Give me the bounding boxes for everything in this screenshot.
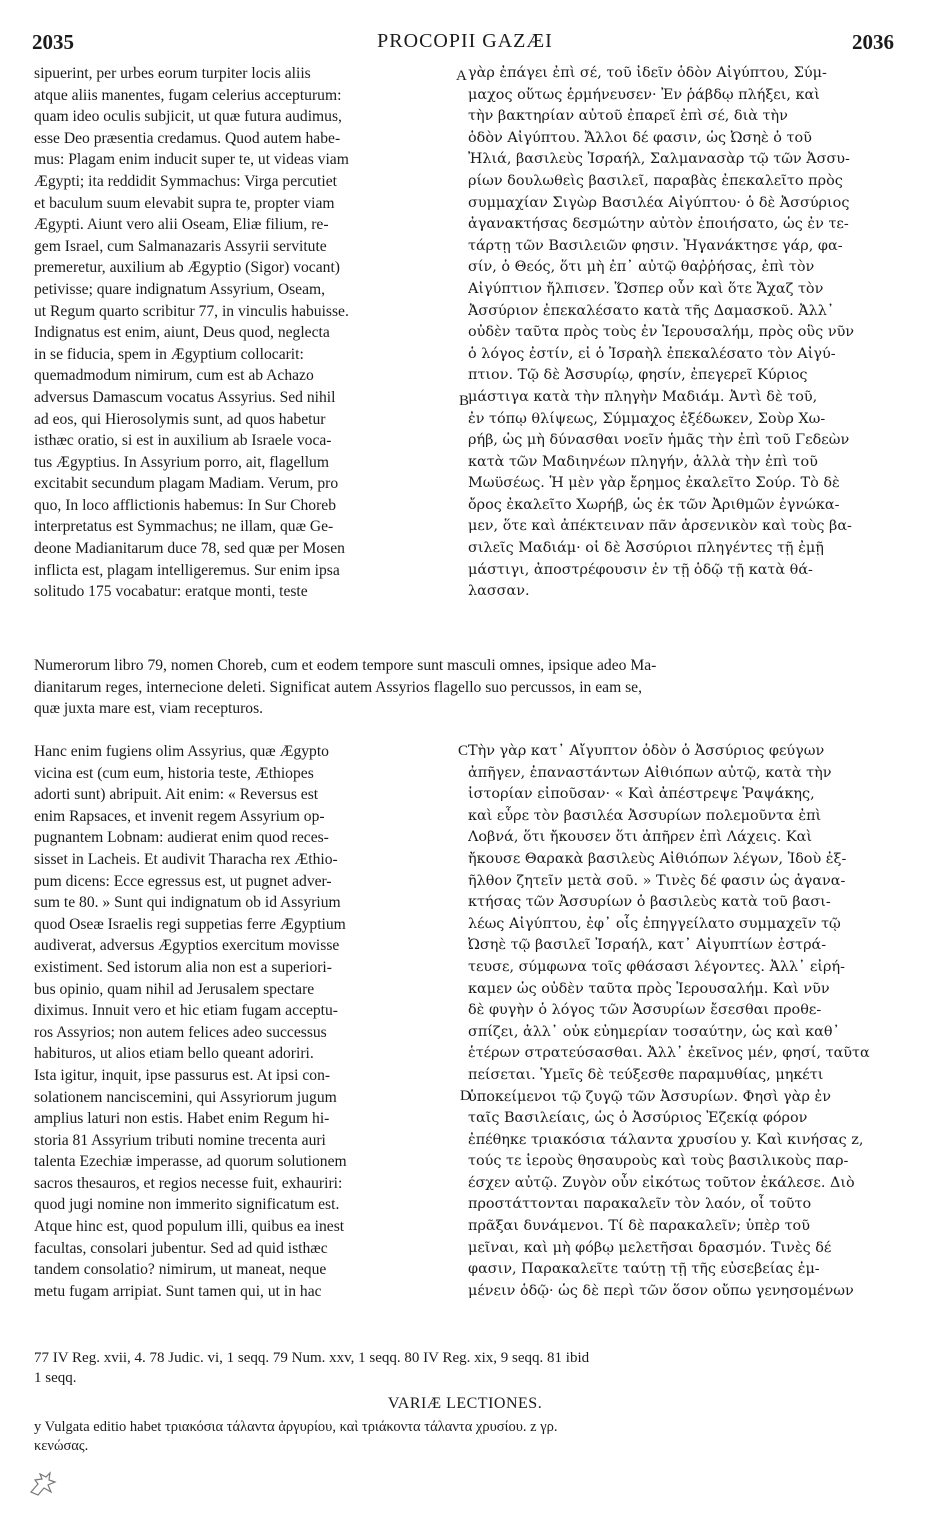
latin-column-bottom [34, 741, 458, 1302]
text-line: Indignatus est enim, aiunt, Deus quod, neglecta [34, 324, 330, 342]
text-line: μάστιγι, ἀποστρέφουσιν ἐν τῇ ὁδῷ τῇ κατὰ θά- [468, 561, 813, 578]
margin-marker-b: B [459, 393, 470, 409]
text-line: λέως Αἰγύπτου, ἐφ᾽ οἷς ἐπηγγείλατο συμμαχεῖν τῷ [468, 915, 841, 932]
text-line: vicina est (cum eum, historia teste, Æthiopes [34, 764, 314, 782]
variae-lectiones [34, 1418, 898, 1456]
text-line: δὲ φυγὴν ὁ λόγος τῶν Ἀσσυρίων ἔσεσθαι προθε- [468, 1002, 822, 1019]
text-line: συμμαχίαν Σιγὼρ Βασιλέα Αἰγύπτου· ὁ δὲ Ἀσσύριος [468, 194, 850, 211]
text-line: λασσαν. [468, 583, 530, 600]
text-line: bus opinio, quam nihil ad Jerusalem spectare [34, 980, 315, 998]
text-line: 77 IV Reg. xvii, 4. 78 Judic. vi, 1 seqq. 79 Num. xxv, 1 seqq. 80 IV Reg. xix, 9 seqq. 81 ibid [34, 1350, 590, 1366]
latin-column-top [34, 63, 458, 603]
text-line: σιλεῖς Μαδιάμ· οἱ δὲ Ἀσσύριοι πληγέντες τῇ ἐμῇ [468, 540, 824, 557]
text-line: premeretur, auxilium ab Ægyptio (Sigor) vocant) [34, 259, 340, 277]
text-line: μεν, ὅτε καὶ ἀπέκτειναν πᾶν ἀρσενικὸν καὶ τοὺς βα- [468, 518, 852, 535]
text-line: tandem consolatio? nimirum, ut maneat, neque [34, 1261, 327, 1279]
text-line: atque aliis manentes, fugam celerius accepturum: [34, 86, 342, 104]
text-line: sipuerint, per urbes eorum turpiter locis aliis [34, 65, 311, 82]
text-line: solitudo 175 vocabatur: eratque monti, teste [34, 583, 308, 601]
text-line: y Vulgata editio habet τριακόσια τάλαντα ἀργυρίου, καὶ τριάκοντα τάλαντα χρυσίου. z γρ. [34, 1419, 558, 1435]
page-header [0, 30, 930, 64]
text-line: ῆλθον ζητεῖν μετὰ σοῦ. » Τινὲς δέ φασιν ὡς ἀγανα- [468, 872, 846, 889]
column-number-right: 2036 [852, 30, 894, 54]
text-line: diximus. Innuit vero et hic etiam fugam acceptu- [34, 1002, 338, 1020]
running-title: PROCOPII GAZÆI [377, 30, 553, 52]
text-line: ἤκουσε Θαρακὰ βασιλεὺς Αἰθιόπων λέγων, Ἰδοὺ ἐξ- [468, 850, 847, 867]
text-line: Ægypti; ita reddidit Symmachus: Virga percutiet [34, 172, 337, 190]
text-line: ὄρος ἐκαλεῖτο Χωρήβ, ὡς ἐκ τῶν Ἀριθμῶν ἐγνώκα- [468, 496, 840, 513]
text-line: κατὰ τῶν Μαδιηνέων πληγήν, ἀλλὰ τὴν ἐπὶ τοῦ [468, 453, 818, 470]
greek-column-bottom [468, 741, 898, 1302]
text-line: in se fiducia, spem in Ægyptium collocarit: [34, 345, 304, 363]
text-line: quo, In loco afflictionis habemus: In Sur Choreb [34, 496, 337, 514]
text-line: deone Madianitarum duce 78, sed quæ per Mosen [34, 540, 345, 558]
text-line: Ὠσηὲ τῷ βασιλεῖ Ἰσραήλ, κατ᾽ Αἰγυπτίων ἐστρά- [468, 937, 827, 954]
text-line: σπίζει, ἀλλ᾽ οὐκ εὐημερίαν τοσαύτην, ὡς καὶ καθ᾽ [468, 1023, 840, 1040]
text-line: Ægypti. Aiunt vero alii Oseam, Eliæ filium, re- [34, 216, 329, 234]
text-line: τούς τε ἱεροὺς θησαυροὺς καὶ τοὺς βασιλικοὺς παρ- [468, 1153, 849, 1170]
text-line: καμεν ὡς οὐδὲν ταῦτα πρὸς Ἱερουσαλήμ. Καὶ νῦν [468, 980, 830, 997]
text-line: ρήβ, ὡς μὴ δύνασθαι νοεῖν ἡμᾶς τὴν ἐπὶ τοῦ Γεδεὼν [468, 432, 850, 449]
text-line: μάστιγα κατὰ τὴν πληγὴν Μαδιάμ. Ἀντὶ δὲ τοῦ, [468, 388, 818, 405]
text-line: Atque hinc est, quod populum illi, quibus ea inest [34, 1218, 345, 1236]
text-line: interpretatus est Symmachus; ne illam, quæ Ge- [34, 518, 334, 536]
text-line: φασιν, Παρακαλεῖτε ταύτῃ τῇ τῆς εὐσεβείας ἐμ- [468, 1261, 820, 1278]
variae-lectiones-title: VARIÆ LECTIONES. [387, 1395, 543, 1412]
text-line: Ista igitur, inquit, ipse passurus est. At ipsi con- [34, 1066, 331, 1084]
text-line: enim Rapsaces, et invenit regem Assyrium op- [34, 807, 325, 825]
text-line: metu fugam arripiat. Sunt tamen qui, ut in hac [34, 1282, 322, 1300]
text-line: πρᾶξαι δυνάμενοι. Τί δὲ παρακαλεῖν; ὑπὲρ τοῦ [468, 1218, 810, 1235]
text-line: ἀπῆγεν, ἐπαναστάντων Αἰθιόπων αὐτῷ, κατὰ τὴν [468, 764, 832, 781]
text-line: et baculum suum elevabit supra te, propter viam [34, 194, 335, 212]
text-line: storia 81 Assyrium tributi nomine trecenta auri [34, 1131, 326, 1149]
text-line: sacros thesauros, et regios necesse fuit, exhauriri: [34, 1174, 343, 1192]
text-line: τάρτῃ τῶν Βασιλειῶν φησιν. Ἠγανάκτησε γάρ, φα- [468, 237, 843, 254]
text-line: κενώσας. [34, 1438, 89, 1454]
text-line: isthæc oratio, si est in auxilium ab Israele voca- [34, 432, 332, 450]
text-line: quod Oseæ Israelis regi suppetias ferre Ægyptium [34, 915, 346, 933]
text-line: dianitarum reges, internecione deleti. Significat autem Assyrios flagello suo percussos, in eam se, [34, 678, 642, 696]
text-line: ἐν τόπῳ θλίψεως, Σύμμαχος ἐξέδωκεν, Σοὺρ Χω- [468, 410, 826, 427]
margin-marker-c: C [458, 743, 469, 759]
column-number-left: 2035 [32, 30, 74, 54]
footnotes [34, 1348, 898, 1388]
text-line: quæ juxta mare est, viam recepturos. [34, 700, 264, 718]
text-line: σίν, ὁ Θεός, ὅτι μὴ ἐπ᾽ αὐτῷ θαῤῥήσας, ἐπὶ τὸν [468, 259, 815, 276]
text-line: γὰρ ἐπάγει ἐπὶ σέ, τοῦ ἰδεῖν ὁδὸν Αἰγύπτου, Σύμ- [468, 65, 827, 81]
text-line: tus Ægyptius. In Assyrium porro, ait, flagellum [34, 453, 329, 471]
text-line: Τὴν γὰρ κατ᾽ Αἴγυπτον ὁδὸν ὁ Ἀσσύριος φεύγων [468, 743, 825, 759]
text-line: habituros, ut alios etiam bello queant adoriri. [34, 1045, 314, 1063]
text-line: Hanc enim fugiens olim Assyrius, quæ Ægypto [34, 743, 329, 760]
text-line: ἱστορίαν εἰποῦσαν· « Καὶ ἀπέστρεψε Ῥαψάκης, [468, 786, 815, 803]
text-line: καὶ εὗρε τὸν βασιλέα Ἀσσυρίων πολεμοῦντα ἐπὶ [468, 807, 822, 824]
margin-marker-a: A [456, 68, 467, 84]
text-line: audiverat, adversus Ægyptios exercitum movisse [34, 937, 340, 955]
text-line: amplius laturi non estis. Habet enim Regum hi- [34, 1110, 330, 1128]
text-line: τευσε, σύμφωνα τοῖς φθάσασι λέγοντες. Ἀλλ᾽ εἰρή- [468, 958, 845, 975]
text-line: πτιον. Τῷ δὲ Ἀσσυρίῳ, φησίν, ἐπεγερεῖ Κύριος [468, 367, 808, 384]
text-line: ἀγανακτήσας δεσμώτην αὐτὸν ἐποιήσατο, ὡς ἐν τε- [468, 216, 849, 233]
text-line: esse Deo præsentia credamus. Quod autem habe- [34, 129, 341, 147]
text-line: Μωϋσέως. Ἡ μὲν γὰρ ἔρημος ἐκαλεῖτο Σούρ. Τὸ δὲ [468, 475, 840, 492]
text-line: facultas, consolari jubentur. Sed ad quid isthæc [34, 1239, 328, 1257]
text-line: ἑτέρων στρατεύσασθαι. Ἀλλ᾽ ἐκεῖνος μέν, φησί, ταῦτα [468, 1045, 870, 1062]
text-line: οὐδὲν ταῦτα πρὸς τοὺς ἐν Ἱερουσαλήμ, πρὸς οὓς νῦν [468, 324, 855, 341]
text-line: excitabit secundum plagam Madiam. Verum, pro [34, 475, 339, 493]
text-line: pugnantem Lobnam: audierat enim quod reces- [34, 829, 329, 847]
text-line: Ἀσσύριον ἐπεκαλέσατο κατὰ τῆς Δαμασκοῦ. Ἀλλ᾽ [468, 302, 835, 319]
text-line: προστάττονται παρακαλεῖν τὸν λαόν, οἷ τοῦτο [468, 1196, 812, 1213]
text-line: inflicta est, plagam intelligeremus. Sur enim ipsa [34, 561, 340, 579]
text-line: τὴν βακτηρίαν αὐτοῦ ἐπαρεῖ ἐπὶ σέ, διὰ τὴν [468, 108, 788, 125]
text-line: quod jugi nomine non immerito significatum est. [34, 1196, 340, 1214]
text-line: μαχος οὕτως ἑρμήνευσεν· Ἐν ῥάβδῳ πλήξει, καὶ [468, 86, 820, 103]
text-line: adversus Damascum vocatus Assyrius. Sed nihil [34, 388, 336, 406]
text-line: adorti sunt) abripuit. Ait enim: « Reversus est [34, 786, 319, 804]
text-line: mus: Plagam enim inducit super te, ut videas viam [34, 151, 349, 169]
text-line: Ἠλιά, βασιλεὺς Ἰσραήλ, Σαλμανασὰρ τῷ τῶν Ἀσσυ- [468, 151, 850, 168]
text-line: ros Assyrios; non autem felices adeo successus [34, 1023, 327, 1041]
text-line: μένειν ὁδῷ· ὡς δὲ περὶ τῶν ὅσον οὔπω γενησομένων [468, 1282, 854, 1299]
text-line: Λοβνά, ὅτι ἤκουσεν ὅτι ἀπῆρεν ἐπὶ Λάχεις. Καὶ [468, 829, 812, 846]
text-line: solationem nanciscemini, qui Assyriorum jugum [34, 1088, 337, 1106]
text-line: ad eos, qui Hierosolymis sunt, ad quos habetur [34, 410, 326, 428]
text-line: pum dicens: Ecce egressus est, ut pugnet adver- [34, 872, 332, 890]
text-line: quemadmodum nimirum, cum est ab Achazo [34, 367, 314, 385]
text-line: existiment. Sed istorum alia non est a superiori- [34, 958, 332, 976]
text-line: ὑποκείμενοι τῷ ζυγῷ τῶν Ἀσσυρίων. Φησὶ γὰρ ἐν [468, 1088, 831, 1105]
full-width-paragraph [34, 655, 898, 720]
text-line: Numerorum libro 79, nomen Choreb, cum et eodem tempore sunt masculi omnes, ipsique adeo Ma- [34, 657, 657, 674]
text-line: ut Regum quarto scribitur 77, in vinculis habuisse. [34, 302, 349, 320]
text-line: ταῖς Βασιλείαις, ὡς ὁ Ἀσσύριος Ἐζεκίᾳ φόρον [468, 1110, 808, 1127]
greek-column-top [468, 63, 898, 603]
text-line: gem Israel, cum Salmanazaris Assyrii servitute [34, 237, 327, 255]
text-line: ἐπέθηκε τριακόσια τάλαντα χρυσίου y. Καὶ κινήσας z, [468, 1131, 864, 1148]
text-line: ὁ λόγος ἐστίν, εἰ ὁ Ἰσραὴλ ἐπεκαλέσατο τὸν Αἰγύ- [468, 345, 836, 362]
text-line: sisset in Lacheis. Et audivit Tharacha rex Æthio- [34, 850, 338, 868]
text-line: sum te 80. » Sunt qui indignatum ob id Assyrium [34, 894, 341, 912]
text-line: πείσεται. Ὑμεῖς δὲ τεύξεσθε παραμυθίας, μηκέτι [468, 1066, 824, 1083]
text-line: μεῖναι, καὶ μὴ φόβῳ μελετῆσαι δρασμόν. Τινὲς δέ [468, 1239, 832, 1256]
text-line: έσχεν αὐτῷ. Ζυγὸν οὖν εἰκότως τοῦτον ἐκάλεσε. Διὸ [468, 1174, 855, 1191]
text-line: petivisse; quare indignatum Assyrium, Oseam, [34, 280, 326, 298]
text-line: 1 seqq. [34, 1370, 77, 1386]
text-line: Αἰγύπτιον ἤλπισεν. Ὥσπερ οὖν καὶ ὅτε Ἄχαζ τὸν [468, 280, 824, 297]
text-line: κτήσας τῶν Ἀσσυρίων ὁ βασιλεὺς κατὰ τοῦ βασι- [468, 894, 831, 911]
text-line: quam ideo oculis subjicit, ut quæ futura audimus, [34, 108, 342, 126]
ink-smudge-mark [28, 1470, 58, 1498]
text-line: talenta Ezechiæ imperasse, ad quorum solutionem [34, 1153, 347, 1171]
text-line: ὁδὸν Αἰγύπτου. Ἄλλοι δέ φασιν, ὡς Ὠσηὲ ὁ τοῦ [468, 129, 812, 146]
text-line: ρίων δουλωθεὶς βασιλεῖ, παραβὰς ἐπεκαλεῖτο πρὸς [468, 172, 843, 189]
margin-marker-d: D [460, 1088, 471, 1104]
